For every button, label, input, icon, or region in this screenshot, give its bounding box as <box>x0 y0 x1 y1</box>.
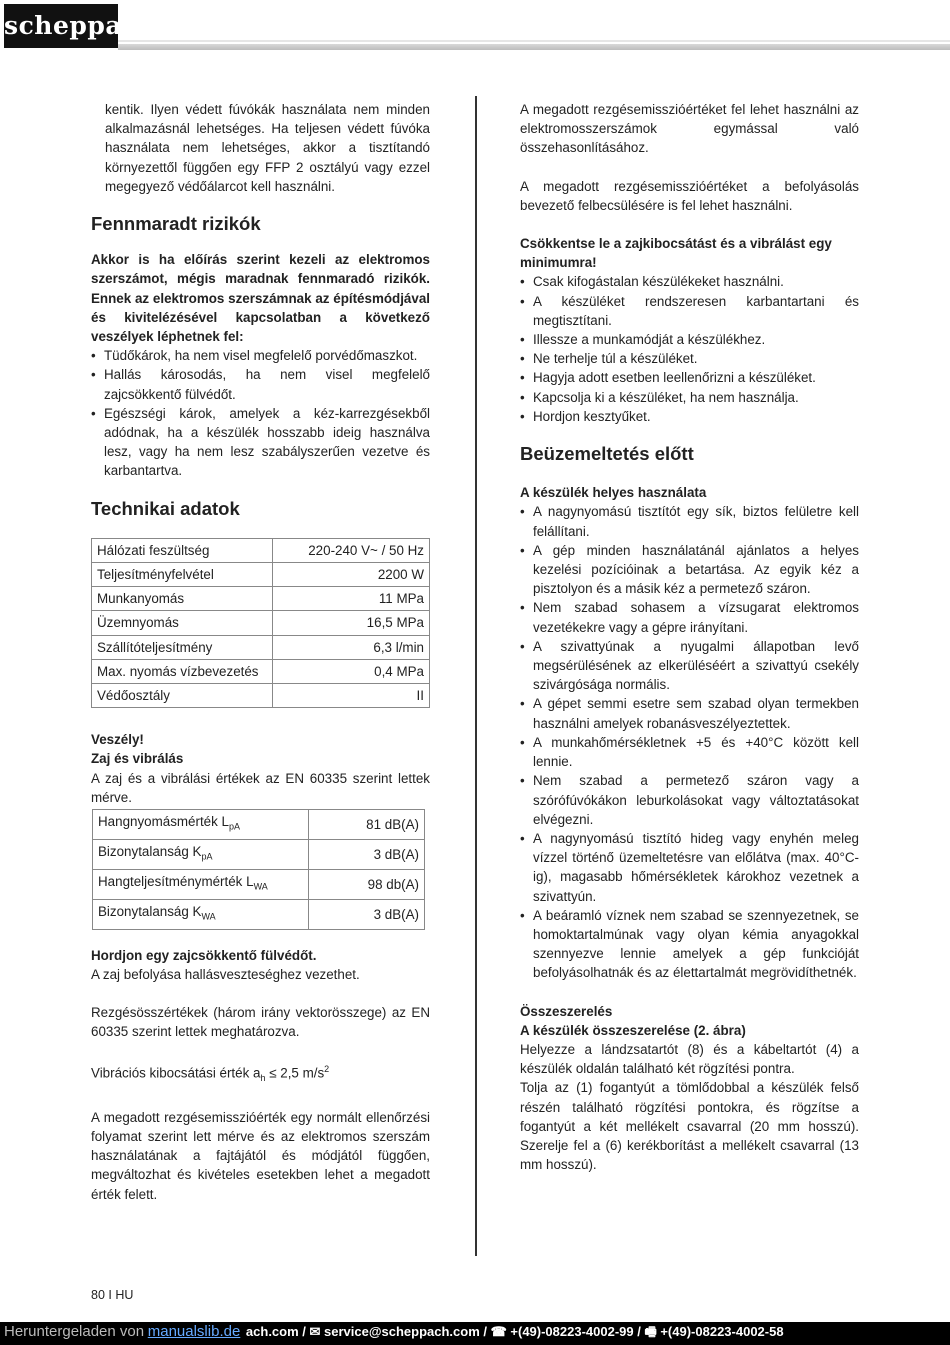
table-cell: 2200 W <box>273 563 430 587</box>
vibration-superscript: 2 <box>324 1064 330 1075</box>
risks-list <box>91 346 430 480</box>
assembly-text-2: Tolja az (1) fogantyút a tömlődobbal a készülék felső részén található rögzítési pontokra, és rögzítse a fogantyút a két mellékelt csavarral (20 mm hosszú). Szerelje fel a (6) kerékborítást a mellékelt csavarral (13 mm hosszú). <box>520 1080 859 1173</box>
table-cell: 81 dB(A) <box>309 810 425 840</box>
table-cell: Munkanyomás <box>92 587 273 611</box>
page-number: 80 I HU <box>91 1288 134 1302</box>
list-item: • Illessze a munkamódját a készülékhez. <box>520 330 859 349</box>
risks-intro: Akkor is ha előírás szerint kezeli az elektromos szerszámot, mégis maradnak fennmaradó rizikók. Ennek az elektromos szerszámnak az építésmódjával és kivitelézésével kapcsolatban a következő veszélyek léphetnek fel: <box>91 252 430 345</box>
list-item: • A nagynyomású tisztító hideg vagy enyhén meleg vízzel történő üzemeltetésre van előlátva (max. 40°C-ig), magasabb hőmérsékletek károkhoz vezetnek a szivattyún. <box>520 829 859 906</box>
heading-technical-data: Technikai adatok <box>91 497 240 519</box>
table-row <box>92 538 430 562</box>
page-header <box>0 0 950 50</box>
list-item: • Kapcsolja ki a készüléket, ha nem használja. <box>520 388 859 407</box>
table-cell <box>93 869 309 899</box>
cell-subscript: WA <box>201 911 216 922</box>
table-cell: Üzemnyomás <box>92 611 273 635</box>
table-row <box>92 587 430 611</box>
list-item: • A szivattyúnak a nyugalmi állapotban levő megsérülésének az elkerüléséért a szivattyú csekély szivárgósága normális. <box>520 637 859 695</box>
list-item: • Hagyja adott esetben leellenőrizni a készüléket. <box>520 368 859 387</box>
table-cell: 6,3 l/min <box>273 635 430 659</box>
vibration-subscript: h <box>260 1073 266 1084</box>
right-column <box>520 100 859 1174</box>
vibration-compare-text: A megadott rezgésemisszióértéket fel lehet használni az elektromosszerszámok egymással való összehasonlításához. <box>520 102 859 156</box>
vibration-number: ≤ 2,5 m/s <box>265 1065 325 1081</box>
header-band <box>118 44 950 50</box>
table-cell: Védőosztály <box>92 684 273 708</box>
list-item: • Nem szabad a permetező száron vagy a szórófúvókákon leburkolásokat vagy változtatásokat elvégezni. <box>520 771 859 829</box>
contact-line: ach.com / ✉ service@scheppach.com / ☎ +(49)-08223-4002-99 / 🖷 +(49)-08223-4002-58 <box>245 1324 784 1339</box>
cell-subscript: pA <box>201 851 213 862</box>
vibration-estimate-text: A megadott rezgésemisszióértéket a befolyásolás bevezető felbecsülésére is fel lehet használni. <box>520 178 859 213</box>
heading-before-startup: Beüzemeltetés előtt <box>520 443 694 465</box>
list-item: • Tüdőkárok, ha nem visel megfelelő porvédőmaszkot. <box>91 346 430 365</box>
table-cell: Hálózati feszültség <box>92 538 273 562</box>
list-item: • A gép minden használatánál ajánlatos a helyes kezelési pozícióinak a betartása. Az egyik kéz a pisztolyon és a másik kéz a permetező száron. <box>520 541 859 599</box>
reduce-list <box>520 272 859 426</box>
vibration-label: Vibrációs kibocsátási érték a <box>91 1065 261 1081</box>
noise-text: A zaj és a vibrálási értékek az EN 60335 szerint lettek mérve. <box>91 770 430 805</box>
list-item: • A beáramló víznek nem szabad se szennyezetnek, se homoktartalmúnak vagy olyan kémia anyagokkal szennyezve lennie amelyek a gép funkcióját befolyásolhatnák és az élettartalmát megrövidíthetnék. <box>520 906 859 983</box>
table-row <box>92 635 430 659</box>
table-row <box>93 899 425 929</box>
list-item: • A készüléket rendszeresen karbantartani és megtisztítani. <box>520 292 859 330</box>
table-cell: 3 dB(A) <box>309 899 425 929</box>
list-item: • Hallás károsodás, ha nem visel megfelelő zajcsökkentő fülvédőt. <box>91 365 430 403</box>
assembly-text-1: Helyezze a lándzsatartót (8) és a kábeltartót (4) a készülék oldalán található két rögzítési pontra. <box>520 1041 859 1077</box>
cell-text: Bizonytalanság K <box>98 843 202 859</box>
table-cell: 16,5 MPa <box>273 611 430 635</box>
table-cell: 98 db(A) <box>309 869 425 899</box>
table-cell <box>93 899 309 929</box>
cell-text: Bizonytalanság K <box>98 903 202 919</box>
table-row <box>92 563 430 587</box>
column-divider <box>475 96 477 1256</box>
table-row <box>92 611 430 635</box>
vibration-note: A megadott rezgésemisszióérték egy normált ellenőrzési folyamat szerint lett mérve és az elektromos szerszám használatának a fajtájától és módjától függően, megváltozhat és kivételes esetekben lehet a megadott érték felett. <box>91 1109 430 1202</box>
assembly-subheading: A készülék összeszerelése (2. ábra) <box>520 1022 746 1038</box>
list-item: • Nem szabad sohasem a vízsugarat elektromos vezetékekre vagy a gépre irányítani. <box>520 598 859 636</box>
list-item: • Ne terhelje túl a készüléket. <box>520 349 859 368</box>
left-column <box>91 100 430 1204</box>
table-cell: Szállítóteljesítmény <box>92 635 273 659</box>
table-cell <box>93 839 309 869</box>
table-row <box>92 659 430 683</box>
list-item: • Csak kifogástalan készülékeket használni. <box>520 272 859 291</box>
table-cell: II <box>273 684 430 708</box>
list-item: • A munkahőmérsékletnek +5 és +40°C között kell lennie. <box>520 733 859 771</box>
correct-use-list <box>520 502 859 982</box>
table-cell <box>93 810 309 840</box>
ear-protection-text: A zaj befolyása hallásveszteséghez vezethet. <box>91 966 360 982</box>
table-cell: Max. nyomás vízbevezetés <box>92 659 273 683</box>
danger-label: Veszély! <box>91 732 144 748</box>
header-stripe <box>118 40 950 42</box>
table-row <box>93 869 425 899</box>
noise-table <box>92 809 425 930</box>
download-bar <box>0 1322 950 1345</box>
noise-heading: Zaj és vibrálás <box>91 751 184 767</box>
scheppach-logo: scheppach <box>4 4 118 48</box>
cell-subscript: pA <box>229 821 241 832</box>
cell-subscript: WA <box>253 881 268 892</box>
table-cell: 220-240 V~ / 50 Hz <box>273 538 430 562</box>
table-cell: 11 MPa <box>273 587 430 611</box>
vibration-total-text: Rezgésösszértékek (három irány vektorösszege) az EN 60335 szerint lettek meghatározva. <box>91 1005 430 1040</box>
vibration-value <box>91 1060 430 1088</box>
intro-paragraph: kentik. Ilyen védett fúvókák használata nem minden alkalmazásnál lehetséges. Ha teljesen védett fúvóka használata nem lehetséges, akkor a tisztítandó környezettől függően egy FFP 2 osztályú vagy ezzel megegyező védőálarcot kell használni. <box>105 102 430 194</box>
downloaded-from-label: Heruntergeladen von <box>4 1323 145 1340</box>
list-item: • A gépet semmi esetre sem szabad olyan termekben használni amelyek robanásveszélyeztettek. <box>520 694 859 732</box>
cell-text: Hangnyomásmérték L <box>98 814 229 830</box>
list-item: • Egészségi károk, amelyek a kéz-karrezgésekből adódnak, ha a készülék hosszabb ideig használva lesz, vagy ha nem lesz szabályszerűen vezetve és karbantartva. <box>91 404 430 481</box>
reduce-heading: Csökkentse le a zajkibocsátást és a vibrálást egy minimumra! <box>520 236 832 271</box>
tech-data-table <box>91 538 430 708</box>
table-cell: 3 dB(A) <box>309 839 425 869</box>
ear-protection-heading: Hordjon egy zajcsökkentő fülvédőt. <box>91 947 317 963</box>
table-cell: 0,4 MPa <box>273 659 430 683</box>
table-row <box>93 839 425 869</box>
list-item: • A nagynyomású tisztítót egy sík, biztos felületre kell felállítani. <box>520 502 859 540</box>
manualslib-link[interactable]: manualslib.de <box>147 1323 241 1340</box>
table-cell: Teljesítményfelvétel <box>92 563 273 587</box>
list-item: • Hordjon kesztyűket. <box>520 407 859 426</box>
table-row <box>93 810 425 840</box>
assembly-heading: Összeszerelés <box>520 1003 613 1019</box>
table-row <box>92 684 430 708</box>
heading-remaining-risks: Fennmaradt rizikók <box>91 213 261 235</box>
cell-text: Hangteljesítménymérték L <box>98 873 254 889</box>
correct-use-heading: A készülék helyes használata <box>520 485 707 501</box>
